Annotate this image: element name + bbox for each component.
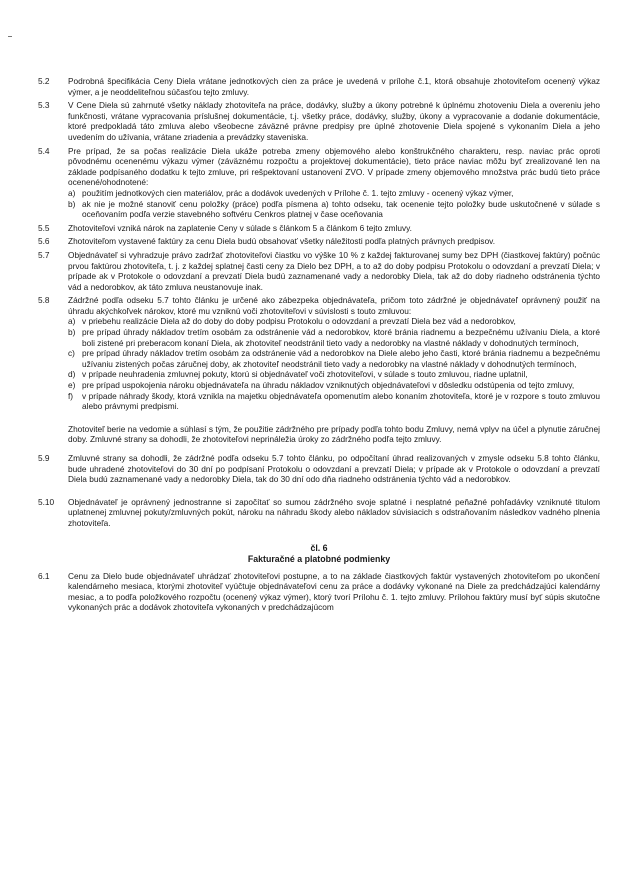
- clause-number: 5.2: [38, 76, 50, 86]
- clause-text: Podrobná špecifikácia Ceny Diela vrátane jednotkových cien za práce je uvedená v prílohe č.1, ktorá obsahuje zhotoviteľom ocenený výkaz výmer, a je neoddeliteľnou súčasťou tejto zmluvy.: [68, 76, 600, 97]
- list-item: [68, 316, 600, 327]
- list-item: [68, 380, 600, 391]
- list-item: [68, 199, 600, 220]
- clause-number: 6.1: [38, 570, 50, 581]
- contract-text: [38, 76, 600, 616]
- clause-text: Cenu za Dielo bude objednávateľ uhrádzať zhotoviteľovi postupne, a to na základe čiastkových faktúr vystavených zhotoviteľom po ukončení kalendárneho mesiaca, ktorými zhotoviteľ vyúčtuje objednávateľovi cenu za práce a dodávky vykonané na Diele za predchádzajúci kalendárny mesiac, a to podľa položkového rozpočtu (ocenený výkaz výmer), ktorý tvorí Prílohu č. 1. tejto zmluvy. Prílohou faktúry musí byť súpis skutočne vykonaných prác a dodávok zhotoviteľa vykonaných v predchádzajúcom: [68, 570, 600, 613]
- list-text: pre prípad úhrady nákladov tretím osobám za odstránenie vád a nedorobkov na Diele alebo jeho časti, ktoré bránia riadnemu a bezpečnému užívaniu zistených počas záručnej doby, ak zhotoviteľ neodstránil tieto vady a nedorobky na vlastné náklady v dohodnutých termínoch,: [82, 348, 600, 369]
- list-text: v prípade neuhradenia zmluvnej pokuty, ktorú si objednávateľ voči zhotoviteľovi, v súlade s touto zmluvou, riadne uplatnil,: [82, 369, 528, 380]
- clause-5-10: [38, 497, 600, 529]
- scan-mark: [8, 36, 12, 37]
- clause-5-9: [38, 453, 600, 485]
- list-letter: b): [68, 327, 76, 338]
- list-text: pre prípad uspokojenia nároku objednávateľa na úhradu nákladov vzniknutých objednávateľovi v dôsledku odstúpenia od tejto zmluvy,: [82, 380, 575, 391]
- clause-text: Objednávateľ je oprávnený jednostranne si započítať so sumou zádržného svoje splatné i nesplatné peňažné pohľadávky vzniknuté titulom uplatnenej zmluvnej pokuty/zmluvných pokút, nároku na náhradu škody alebo nákladov súvisiacich s odstraňovaním následkov vadného plnenia zhotoviteľa.: [68, 496, 600, 528]
- list-letter: f): [68, 390, 74, 401]
- clause-text: Objednávateľ si vyhradzuje právo zadržať zhotoviteľovi čiastku vo výške 10 % z každej fakturovanej sumy bez DPH (čiastkovej faktúry) počnúc prvou faktúrou zhotoviteľa, t. j. z každej splatnej časti ceny za Dielo bez DPH, a to až do doby podpisu Protokolu o odovzdaní a prevzatí Diela; v prípade ak v Protokole o odovzdaní a prevzatí Diela budú zaznamenané vady a nedorobky Diela, tak až do doby riadneho odstránenia týchto vád a nedorobkov, ak táto zmluva neustanovuje inak.: [68, 249, 600, 292]
- clause-5-2: [38, 76, 600, 97]
- article-title: Fakturačné a platobné podmienky: [247, 553, 391, 564]
- list-letter: b): [68, 198, 76, 209]
- clause-5-7: [38, 250, 600, 292]
- list-item: [68, 369, 600, 380]
- list-text: v prípade náhrady škody, ktorá vznikla na majetku objednávateľa opomenutím alebo konaním zhotoviteľa, ktoré je v rozpore s touto zmluvou alebo právnymi predpismi.: [82, 390, 600, 412]
- clause-5-6: [38, 236, 600, 247]
- list-letter: c): [68, 348, 75, 359]
- list-item: [68, 327, 600, 348]
- clause-number: 5.4: [38, 145, 50, 156]
- list-text: použitím jednotkových cien materiálov, prác a dodávok uvedených v Prílohe č. 1. tejto zmluvy - ocenený výkaz výmer,: [82, 187, 514, 198]
- list-item: [68, 348, 600, 369]
- clause-text: Pre prípad, že sa počas realizácie Diela ukáže potreba zmeny objemového alebo konštrukčného charakteru, resp. naviac prác oproti pôvodnému ocenenému výkazu výmer (záväznému rozpočtu a projektovej dokumentácie), tieto práce naviac môžu byť zrealizované len na základe podpísaného dodatku k tejto zmluve, pri rešpektovaní ustanovení ZVO. V prípade zmeny objemového množstva prác budú tieto práce ocenené/ohodnotené:: [68, 145, 600, 188]
- list-text: pre prípad úhrady nákladov tretím osobám za odstránenie vád a nedorobkov, ktoré bránia riadnemu a bezpečnému užívaniu Diela, a ktoré boli zistené pri preberacom konaní Diela, ak zhotoviteľ neodstránil tieto vady a nedorobky na vlastné náklady v dohodnutých termínoch,: [82, 327, 600, 348]
- clause-text: V Cene Diela sú zahrnuté všetky náklady zhotoviteľa na práce, dodávky, služby a úkony potrebné k úplnému zhotoveniu Diela a overeniu jeho funkčnosti, vrátane vypracovania príslušnej dokumentácie, t.j. všetky práce, dodávky, služby, úkony a vypracovanie a dodanie dokumentácie, ktoré predpokladá táto zmluva alebo všeobecne záväzné právne predpisy pre úplné zhotovenie Diela spojené s vykonaním Diela a jeho uvedením do užívania, vrátane zriadenia a prevádzky staveniska.: [68, 100, 600, 142]
- clause-number: 5.8: [38, 295, 50, 306]
- clause-number: 5.6: [38, 236, 50, 247]
- clause-number: 5.3: [38, 100, 50, 111]
- clause-text: Zmluvné strany sa dohodli, že zádržné podľa odseku 5.7 tohto článku, po odpočítaní úhrad realizovaných v zmysle odseku 5.8 tohto článku, bude uhradené zhotoviteľovi do 30 dní po podpísaní Protokolu o odovzdaní a prevzatí Diela; v prípade ak v Protokole o odovzdaní a prevzatí Diela budú zaznamenané vady a nedorobky Diela, tak do 30 dní odo dňa riadneho odstránenia týchto vád a nedorobkov.: [68, 453, 600, 485]
- clause-text: Zádržné podľa odseku 5.7 tohto článku je určené ako zábezpeka objednávateľa, pričom toto zádržné je objednávateľ oprávnený použiť na úhradu akýchkoľvek nárokov, ktoré mu vzniknú voči zhotoviteľovi v súvislosti s touto zmluvou:: [68, 295, 600, 316]
- clause-text: Zhotoviteľovi vzniká nárok na zaplatenie Ceny v súlade s článkom 5 a článkom 6 tejto zmluvy.: [68, 222, 412, 233]
- clause-5-5: [38, 223, 600, 234]
- clause-number: 5.9: [38, 453, 50, 463]
- list-text: ak nie je možné stanoviť cenu položky (práce) podľa písmena a) tohto odseku, tak ocenenie tejto položky bude uskutočnené v súlade s oceňovaním podľa verzie stavebného softvéru Cenkros platnej v čase oceňovania: [82, 198, 600, 220]
- list-letter: a): [68, 316, 76, 327]
- clause-5-3: [38, 100, 600, 142]
- list-letter: a): [68, 187, 76, 198]
- article-number: čl. 6: [310, 542, 328, 553]
- list-item: [68, 188, 600, 199]
- clause-number: 5.10: [38, 496, 55, 507]
- clause-text: Zhotoviteľom vystavené faktúry za cenu Diela budú obsahovať všetky náležitosti podľa platných právnych predpisov.: [68, 236, 496, 247]
- retention-note: Zhotoviteľ berie na vedomie a súhlasí s tým, že použitie zádržného pre prípady podľa tohto bodu Zmluvy, nemá vplyv na účel a plynutie záručnej doby. Zmluvné strany sa dohodli, že zhotoviteľovi neprináležia úroky zo zádržného podľa tejto zmluvy.: [68, 423, 600, 445]
- list-letter: e): [68, 380, 76, 391]
- clause-number: 5.7: [38, 249, 50, 260]
- list-text: v priebehu realizácie Diela až do doby do doby podpisu Protokolu o odovzdaní a prevzatí Diela bez vád a nedorobkov,: [82, 316, 516, 327]
- list-letter: d): [68, 369, 76, 380]
- clause-5-8: [38, 295, 600, 412]
- clause-5-4: [38, 146, 600, 220]
- clause-number: 5.5: [38, 222, 50, 233]
- clause-6-1: [38, 571, 600, 613]
- list-item: [68, 391, 600, 412]
